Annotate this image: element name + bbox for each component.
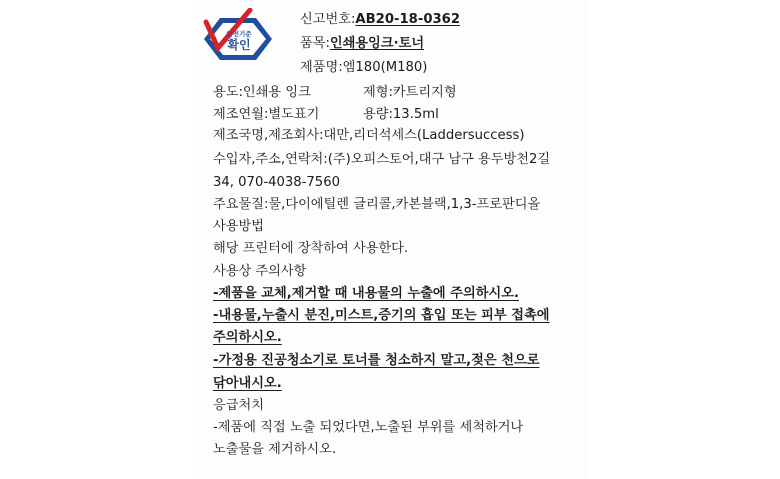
volume-text: 용량:13.5ml: [363, 107, 439, 122]
firstaid-text-2: 노출물을 제거하시오.: [213, 442, 337, 457]
usage-text: 해당 프린터에 장착하여 사용한다.: [213, 241, 409, 256]
use-text: 용도:인쇄용 잉크: [213, 85, 311, 100]
caution-item-1: -제품을 교체,제거할 때 내용물의 누출에 주의하시오.: [213, 286, 519, 301]
product-value: 엠180(M180): [342, 60, 428, 75]
report-number-value: AB20-18-0362: [355, 12, 461, 27]
date-text: 제조연월:별도표기: [213, 107, 320, 122]
firstaid-title: 응급처치: [213, 398, 264, 413]
materials-text: 주요물질:물,다이에틸렌 글리콜,카본블랙,1,3-프로판디올: [213, 197, 541, 212]
logo-text-top: 안전기준: [226, 30, 252, 38]
item-value: 인쇄용잉크·토너: [329, 36, 425, 51]
importer-text-2: 34, 070-4038-7560: [213, 175, 340, 190]
caution-item-2-line-1: -내용물,누출시 분진,미스트,증기의 흡입 또는 피부 접촉에: [213, 308, 550, 323]
report-number-label: 신고번호:: [300, 12, 356, 27]
item-row: [300, 35, 424, 53]
caution-item-3-line-2: 닦아내시오.: [213, 376, 282, 391]
importer-text-1: 수입자,주소,연락처:(주)오피스토어,대구 남구 용두방천2길: [213, 152, 551, 167]
form-text: 제형:카트리지형: [363, 85, 457, 100]
safety-mark-logo: [200, 8, 274, 70]
caution-title: 사용상 주의사항: [213, 264, 307, 279]
caution-item-2-line-2: 주의하시오.: [213, 330, 282, 345]
report-number-row: [300, 11, 460, 29]
caution-item-3-line-1: -가정용 진공청소기로 토너를 청소하지 말고,젖은 천으로: [213, 353, 540, 368]
product-row: [300, 59, 427, 77]
product-label: 제품명:: [300, 60, 343, 75]
firstaid-text-1: -제품에 직접 노출 되었다면,노출된 부위를 세척하거나: [213, 420, 524, 435]
logo-text-main: 확인: [227, 38, 251, 52]
item-label: 품목:: [300, 36, 330, 51]
maker-text: 제조국명,제조회사:대만,리더석세스(Laddersuccess): [213, 128, 525, 143]
usage-title: 사용방법: [213, 219, 264, 234]
